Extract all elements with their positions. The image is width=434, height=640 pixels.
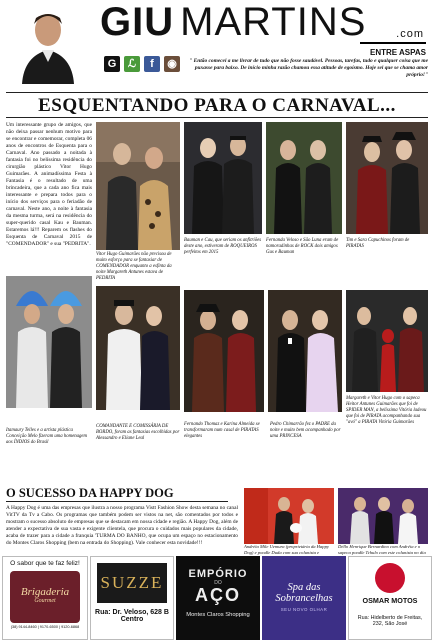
columnist-portrait xyxy=(14,6,82,84)
caption-padre: Pedro Chimarrão fez o PADRE da noite e muito bem acompanhado por uma PRINCESA xyxy=(270,422,341,439)
emporio-location: Montes Claros Shopping xyxy=(186,612,250,618)
title-suffix: .com xyxy=(396,28,424,40)
g-icon[interactable]: G xyxy=(104,56,120,72)
photo-padre xyxy=(268,290,342,412)
leaf-icon[interactable]: ℒ xyxy=(124,56,140,72)
article2-rule xyxy=(6,501,228,502)
photo-indios xyxy=(6,276,92,408)
osmar-logo-icon xyxy=(375,563,405,593)
instagram-icon[interactable]: ◉ xyxy=(164,56,180,72)
caption-spiderman: Margareth e Vitor Hugo com o sapeca Heitor Antunes Guimarães que foi de SPIDER MAN, a belíssima Vitória ladeou que foi de PIRATA acompanhando sua "avó" a PIRATA Vitória Guimarães xyxy=(346,396,427,425)
spa-brand: Spa das Sobrancelhas xyxy=(275,582,333,604)
article2-body: A Happy Dog é uma das empresas que ilustra a nosso programa Vistt Fashion Show desta semana no canal VitTV da Tv a Cabo. Os programas que também podem ser vistos na net, são comentados por todos e mostram o sucesso absoluto de empresas que se destacam em nossa cidade e região. A Happy Dog, além de atender a expectativa de sua vasta e exigente clientela, que procura o cuidados mais populares da cidade, acaba de trazer para a cidade a franquia 'TURMA DO BANHO, que ocupa um espaço no estacionamento do Montes Claros Shopping (bem na entrada do Shopping). Vale conhecer esta novidade!!! xyxy=(6,505,238,546)
header-quote: " Então comecei a me livrar de tudo que não fosse saudável. Pessoas, tarefas, tudo e qualquer coisa que me puxasse para baixo. De início minha razão chamou essa atitude de egoísmo. Hoje sei que se chama amor próprio!" xyxy=(189,58,428,78)
emporio-brand-mid: DO xyxy=(214,580,222,586)
caption-happydog-1: Andréia Mile Uemura (proprietária da Happy Dog) e poodle Duda com sua colunista e xyxy=(244,544,329,555)
caption-happydog-2: Déllo Henrique Bernardino com Andréia e o sapeca poodle Tchulo com este colunista no dia xyxy=(338,544,426,555)
section-rule xyxy=(360,42,426,44)
caption-indios: Itamaury Telles e a artista plástica Conceição Melo fizeram uma homenagem aos ÍNDIOS do Brasil xyxy=(6,428,87,445)
article-headline: ESQUENTANDO PARA O CARNAVAL... xyxy=(38,95,396,116)
article-intro: Um interessante grupo de amigos, que não deixa passar nenhum motivo para se encontrar e comemorar, completa 06 anos de encontros de Esquenta para o Carnaval. Ano passado a noitada à fantasia foi no belíssima residência do cirurgião plástico Vitor Hugo Guimarães. A animadíssima Festa à Fantasia é o resultado de uma brincadeira, que a cada ano fica mais interessante e prepara todos para o início dos serviços para o feriadão de carnaval. Neste ano, a noite à fantasia da mesma turma, será na residência do super-querido casal Kau e Bauman. Estaremos lá!!! Reparem os flashes do Esquenta de Carnaval 2015 de "COMENDADOR" e sua "PEDRITA". xyxy=(6,122,92,247)
article2-headline: O SUCESSO DA HAPPY DOG xyxy=(6,486,174,500)
caption-roqueiros: Bauman e Cau, que seriam os anfitriões deste ano, estiveram de ROQUEIROS perfeitos em 2015 xyxy=(184,238,262,255)
section-title: ENTRE ASPAS xyxy=(369,48,426,57)
photo-comendador xyxy=(96,122,180,250)
suzze-brand: SUZZE xyxy=(100,573,164,592)
caption-comandante: COMANDANTE E COMISSÁRIA DE BORDO, foram as fantasias escolhidas por Alessandro e Eliane Leal xyxy=(96,424,180,441)
photo-happydog-1 xyxy=(244,488,334,544)
social-links xyxy=(104,56,180,72)
photo-piratas xyxy=(346,122,428,234)
ad-emporio[interactable] xyxy=(176,556,260,640)
brigaderia-slogan: O sabor que te faz feliz! xyxy=(10,560,80,567)
brigaderia-brand: Brigaderia xyxy=(20,586,70,598)
facebook-icon[interactable]: f xyxy=(144,56,160,72)
headline-box xyxy=(6,92,428,118)
caption-rock-couple: Fernanda Veloso e São Luna eram de namoradinhas de ROCK dois amigos Gus e Bauman xyxy=(266,238,339,255)
title-rest: MARTINS xyxy=(180,0,367,44)
suzze-district: Centro xyxy=(120,616,144,623)
brigaderia-phone: (38) 9144-8460 | 9170-6500 | 9120-6868 xyxy=(10,625,80,629)
caption-comendador: Vitor Hugo Guimarães não precisou de muito esforço para se fantasiar de COMENDADOR enquanto a esfinta da noite Margareth Antunes estava de PEDRITA xyxy=(96,252,172,281)
masthead-header xyxy=(0,0,434,90)
emporio-brand-bot: AÇO xyxy=(195,585,241,605)
caption-piratas: Tim e Sara Capuchinos foram de PIRATAS xyxy=(346,238,410,249)
masthead-title xyxy=(100,0,430,44)
ad-osmar[interactable] xyxy=(348,556,432,640)
photo-spiderman xyxy=(346,290,428,392)
ad-suzze[interactable] xyxy=(90,556,174,640)
suzze-address: Rua: Dr. Veloso, 628 B xyxy=(95,609,169,616)
suzze-logo xyxy=(97,563,167,603)
osmar-address: Rua: Hidelberto de Freitas, xyxy=(357,615,423,621)
spa-sub: SEU NOVO OLHAR xyxy=(280,607,328,612)
title-bold: GIU xyxy=(100,0,175,44)
osmar-district: 232, São José xyxy=(372,621,408,627)
photo-comandante xyxy=(96,286,180,410)
caption-casal-piratas: Fernando Thomaz e Karina Almeida se transformaram num casal de PIRATAS elegantes xyxy=(184,422,260,439)
emporio-brand-top: EMPÓRIO xyxy=(188,568,248,580)
ad-spa[interactable] xyxy=(262,556,346,640)
photo-casal-piratas xyxy=(184,290,264,412)
brigaderia-logo xyxy=(10,571,80,623)
photo-happydog-2 xyxy=(338,488,428,544)
brigaderia-sub: Gourmet xyxy=(34,598,56,604)
osmar-brand: OSMAR MOTOS xyxy=(362,596,418,605)
ad-brigaderia[interactable] xyxy=(2,556,88,640)
photo-roqueiros xyxy=(184,122,262,234)
photo-rock-couple xyxy=(266,122,342,234)
